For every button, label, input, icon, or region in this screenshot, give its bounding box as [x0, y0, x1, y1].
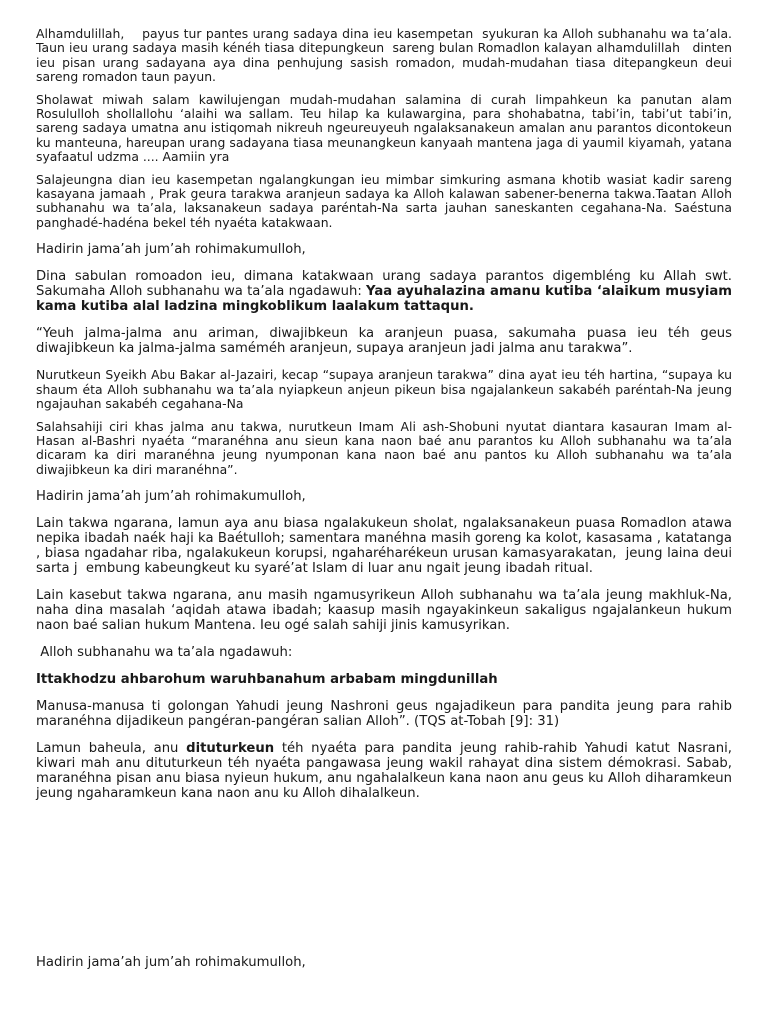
paragraph-ramadan-text: Dina sabulan romoadon ieu, dimana katakwaan urang sadaya parantos digembléng ku Allah swt. Sakumaha Alloh subhanahu wa ta’ala ngadawuh:: [36, 269, 737, 300]
paragraph-wasiat: Salajeungna dian ieu kasempetan ngalangkungan ieu mimbar simkuring asmana khotib wasiat kadir sareng kasayana jamaah , Prak geura tarakwa aranjeun sadaya ka Alloh kalawan sabener-benerna takwa.Taatan Alloh subhanahu wa ta’ala, laksanakeun sadaya paréntah-Na sarta jauhan saneskanten cegahana-Na. Saéstuna panghadé-hadéna bekel téh nyaéta katakwaan.: [36, 171, 736, 230]
paragraph-ramadan: [36, 269, 737, 315]
paragraph-greeting-2: Hadirin jama’ah jum’ah rohimakumulloh,: [36, 489, 306, 505]
verse-transliteration: Yaa ayuhalazina amanu kutiba ‘alaikum musyiam kama kutiba alal ladzina mingkoblikum laalakum tattaqun.: [36, 284, 737, 315]
bold-dituturkeun: dituturkeun: [186, 741, 275, 757]
paragraph-baheula: [36, 741, 737, 802]
paragraph-musyrik: Lain kasebut takwa ngarana, anu masih ngamusyrikeun Alloh subhanahu wa ta’ala jeung makhluk-Na, naha dina masalah ‘aqidah atawa ibadah; kaasup masih ngayakinkeun sakaligus ngajalankeun hukum naon baé salian hukum Mantena. Ieu ogé salah sahiji jinis kamusyrikan.: [36, 588, 737, 634]
paragraph-baheula-rest: téh nyaéta para pandita jeung rahib-rahib Yahudi katut Nasrani, kiwari mah anu dituturkeun téh nyaéta pangawasa jeung wakil rahayat dina sistem démokrasi. Sabab, maranéhna pisan anu biasa nyieun hukum, anu ngahalalkeun kana naon anu geus ku Alloh diharamkeun jeung ngaharamkeun kana naon anu ku Alloh dihalalkeun.: [36, 741, 737, 802]
verse-ittakhodzu: Ittakhodzu ahbarohum waruhbanahum arbabam mingdunillah: [36, 672, 498, 688]
paragraph-shobuni: Salahsahiji ciri khas jalma anu takwa, nurutkeun Imam Ali ash-Shobuni nyutat diantara kasauran Imam al-Hasan al-Bashri nyaéta “maranéhna anu sieun kana naon baé anu parantos ku Alloh subhanahu wa ta’ala dicaram ka diri maranéhna jeung nyumponan kana naon baé anu pantos ku Alloh subhanahu wa ta’ala diwajibkeun ka diri maranéhna”.: [36, 418, 736, 477]
paragraph-verse-arabic: [36, 672, 732, 687]
paragraph-sholawat: Sholawat miwah salam kawilujengan mudah-mudahan salamina di curah limpahkeun ka panutan alam Rosulullоh shollallohu ‘alaihi wa sallam. Teu hilap ka kulawargina, para shohabatna, tabi’in, tabi’ut tabi’in, sareng sadaya umatna anu istiqomah nikreuh ngeureuyeuh ngalaksanakeun amalan anu parantos dicontokeun ku manteuna, hareupan urang sadayana tiasa meunangkeun kanyaah mantena jaga di yaumil kiyamah, yatana syafaatul udzma .... Aamiin yra: [36, 91, 736, 165]
paragraph-lain-takwa: Lain takwa ngarana, lamun aya anu biasa ngalakukeun sholat, ngalaksanakeun puasa Romadlon atawa nepika ibadah naék haji ka Baétulloh; samentara manéhna masih goreng ka kolot, kasasama , katatanga , biasa ngadahar riba, ngalakukeun korupsi, ngaharéharékeun urusan kamasyarakatan, jeung laina deui sarta j embung kabeungkeut ku syaré’at Islam di luar anu ngait jeung ibadah ritual.: [36, 516, 741, 577]
paragraph-opening: Alhamdulillah, payus tur pantes urang sadaya dina ieu kasempetan syukuran ka Alloh subhanahu wa ta’ala. Taun ieu urang sadaya masih kénéh tiasa ditepungkeun sareng bulan Romadlon kalayan alhamdulillah dinten ieu pisan urang sadayana aya dina penhujung sasish romadon, mudah-mudahan tiasa ditepangkeun deui sareng romadon taun payun.: [36, 26, 736, 85]
paragraph-verse-translation: “Yeuh jalma-jalma anu ariman, diwajibkeun ka aranjeun puasa, sakumaha puasa ieu téh geus diwajibkeun ka jalma-jalma saméméh aranjeun, supaya aranjeun jadi jalma anu tarakwa”.: [36, 326, 737, 357]
paragraph-dawuh: Alloh subhanahu wa ta’ala ngadawuh:: [36, 645, 293, 661]
paragraph-baheula-start: Lamun baheula, anu: [36, 741, 187, 757]
paragraph-greeting-1: Hadirin jama’ah jum’ah rohimakumulloh,: [36, 242, 306, 258]
paragraph-tobah-translation: Manusa-manusa ti golongan Yahudi jeung Nashroni geus ngajadikeun para pandita jeung para rahib maranéhna dijadikeun pangéran-pangéran salian Alloh”. (TQS at-Tobah [9]: 31): [36, 699, 737, 730]
document-page: [36, 26, 741, 802]
paragraph-jazairi: Nurutkeun Syeikh Abu Bakar al-Jazairi, kecap “supaya aranjeun tarakwa” dina ayat ieu téh hartina, “supaya ku shaum éta Alloh subhanahu wa ta’ala nyiapkeun anjeun pikeun bisa ngajalankeun sakabéh paréntah-Na jeung ngajauhan sakabéh cegahana-Na: [36, 367, 736, 412]
paragraph-greeting-3: Hadirin jama’ah jum’ah rohimakumulloh,: [36, 955, 306, 970]
